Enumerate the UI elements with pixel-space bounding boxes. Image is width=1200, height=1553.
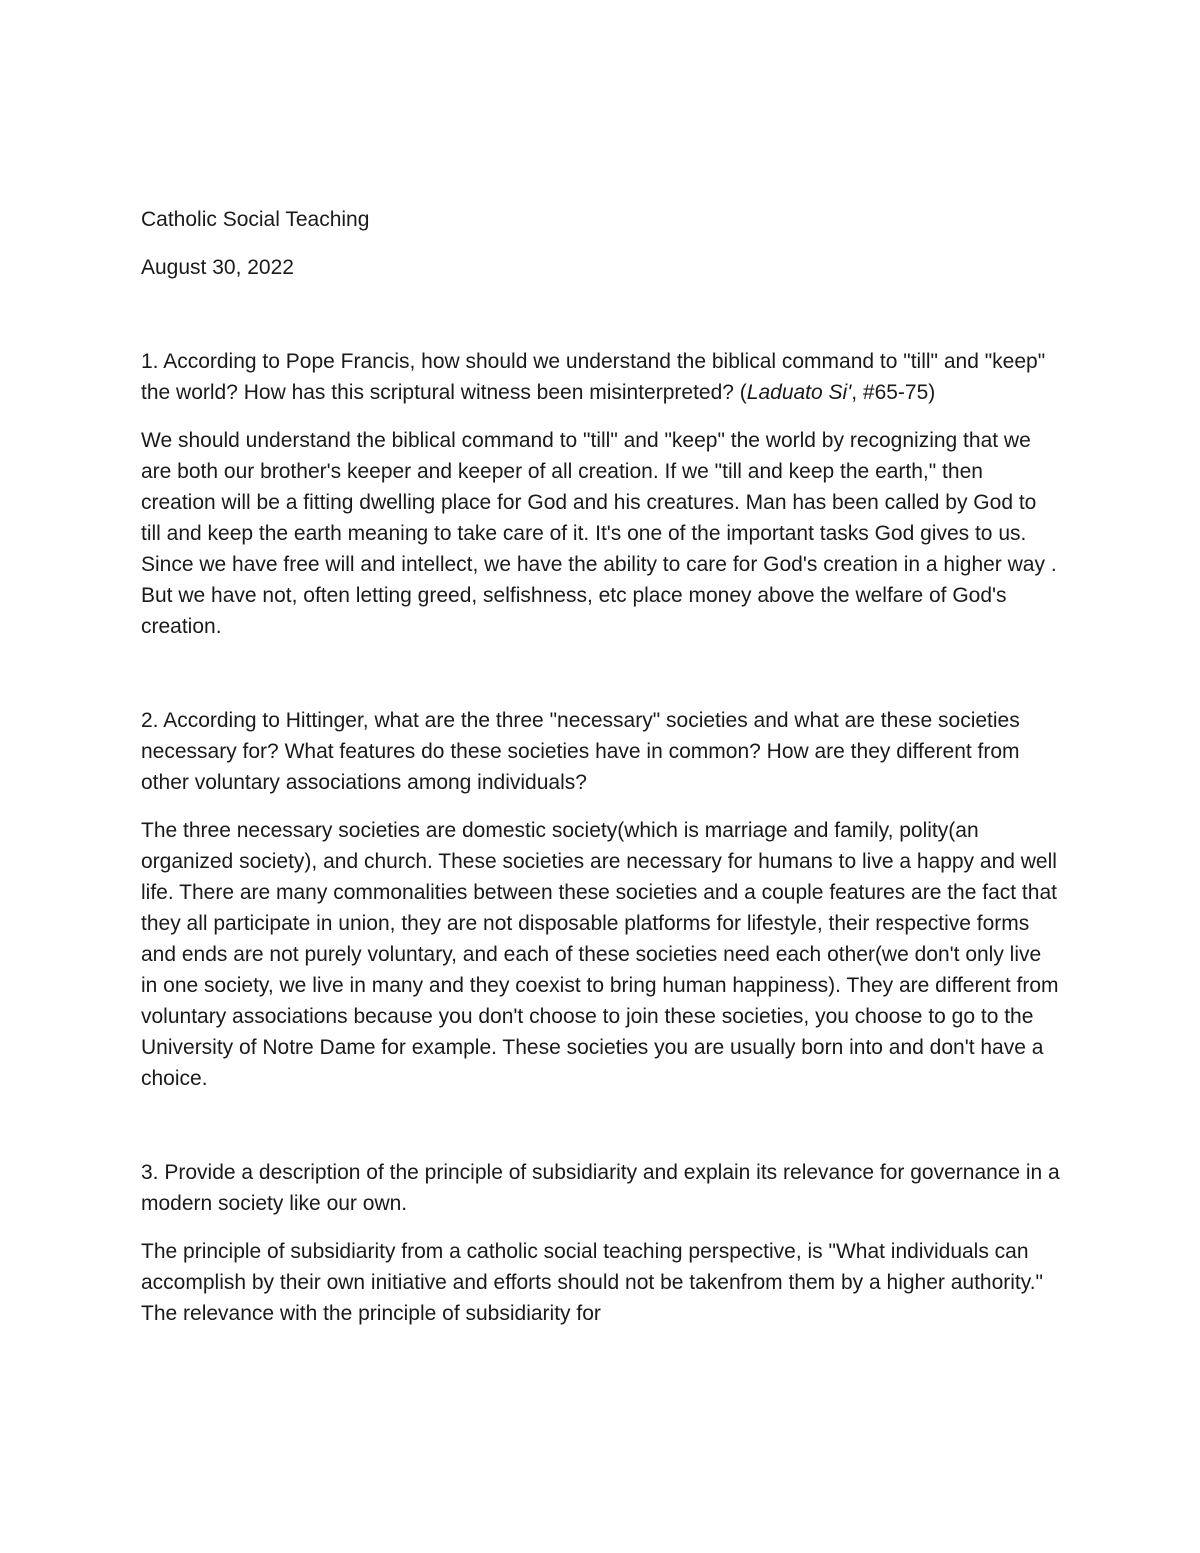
question-1-reference: , #65-75) bbox=[851, 381, 936, 404]
answer-1: We should understand the biblical command to "till" and "keep" the world by recognizing that we are both our brother's keeper and keeper of all creation. If we "till and keep the earth," then creation will be a fitting dwelling place for God and his creatures. Man has been called by God to till and keep the earth meaning to take care of it. It's one of the important tasks God gives to us. Since we have free will and intellect, we have the ability to care for God's creation in a higher way . But we have not, often letting greed, selfishness, etc place money above the welfare of God's creation. bbox=[141, 429, 1057, 638]
question-1 bbox=[141, 346, 1061, 408]
document-page bbox=[141, 204, 1061, 1329]
question-1-citation: Laduato Si' bbox=[746, 381, 852, 404]
answer-3: The principle of subsidiarity from a catholic social teaching perspective, is "What individuals can accomplish by their own initiative and efforts should not be takenfrom them by a higher authority." The relevance with the principle of subsidiarity for bbox=[141, 1240, 1043, 1325]
question-3: 3. Provide a description of the principle of subsidiarity and explain its relevance for governance in a modern society like our own. bbox=[141, 1161, 1060, 1215]
question-2: 2. According to Hittinger, what are the three "necessary" societies and what are these societies necessary for? What features do these societies have in common? How are they different from other voluntary associations among individuals? bbox=[141, 709, 1020, 794]
answer-2: The three necessary societies are domestic society(which is marriage and family, polity(an organized society), and church. These societies are necessary for humans to live a happy and well life. There are many commonalities between these societies and a couple features are the fact that they all participate in union, they are not disposable platforms for lifestyle, their respective forms and ends are not purely voluntary, and each of these societies need each other(we don't only live in one society, we live in many and they coexist to bring human happiness). They are different from voluntary associations because you don't choose to join these societies, you choose to go to the University of Notre Dame for example. These societies you are usually born into and don't have a choice. bbox=[141, 819, 1059, 1090]
document-title: Catholic Social Teaching bbox=[141, 208, 370, 231]
document-date: August 30, 2022 bbox=[141, 256, 294, 279]
question-1-text: 1. According to Pope Francis, how should we understand the biblical command to "till" and "keep" the world? How has this scriptural witness been misinterpreted? ( bbox=[141, 350, 1046, 404]
